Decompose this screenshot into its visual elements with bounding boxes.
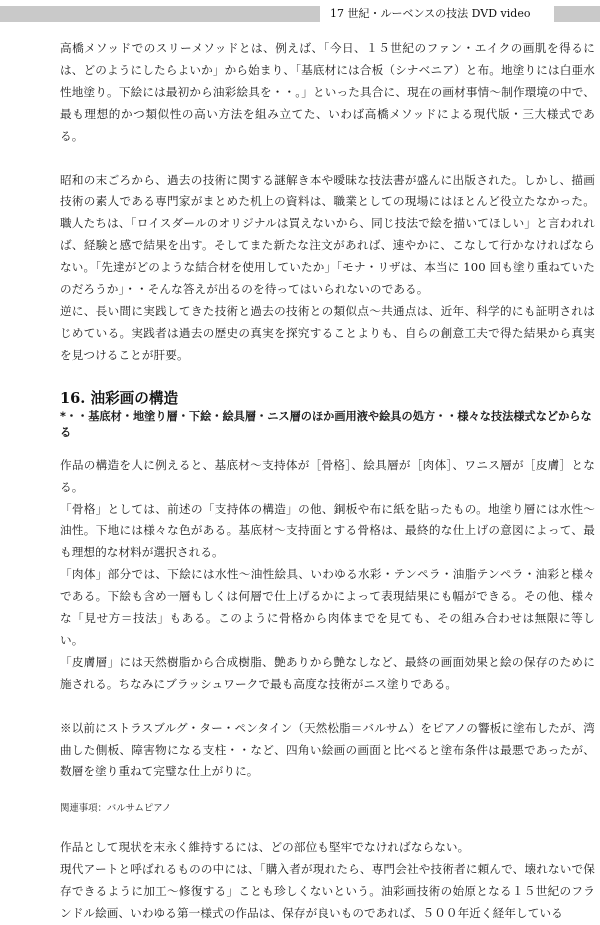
section-three-methods	[60, 38, 595, 148]
section-gap	[60, 148, 595, 170]
header-bar-right	[554, 6, 600, 22]
paragraph: 作品の構造を人に例えると、基底材〜支持体が［骨格］、絵具層が［肉体］、ワニス層が［皮膚］となる。	[60, 457, 595, 494]
paragraph: 高橋メソッドでのスリーメソッドとは、例えば、「今日、１５世紀のファン・エイクの画肌を得るには、どのようにしたらよいか」から始まり、「基底材には合板（シナベニア）と布。地塗りには白亜水性地塗り。下絵には最初から油彩絵具を・・。」といった具合に、現在の画材事情〜制作環境の中で、最も理想的かつ類似性の高い方法を組み立てた、いわば高橋メソッドによる現代版・三大様式である。	[60, 41, 595, 143]
paragraph: 昭和の末ごろから、過去の技術に関する謎解き本や曖昧な技法書が盛んに出版された。しかし、描画技術の素人である専門家がまとめた机上の資料は、職業としての現場にはほとんど役立たなかった。職人たちは、「ロイスダールのオリジナルは買えないから、同じ技法で絵を描いてほしい」と言われれば、経験と感で結果を出す。そしてまた新たな注文があれば、速やかに、こなして行かなければならない。「先達がどのような結合材を使用していたか」「モナ・リザは、本当に 100 回も塗り重ねていたのだろうか」・・そんな答えが出るのを待ってはいられないのである。	[60, 172, 595, 297]
section-history	[60, 170, 595, 367]
section-gap	[60, 367, 595, 389]
section-preservation	[60, 837, 595, 925]
section-note	[60, 718, 595, 818]
paragraph: ※以前にストラスブルグ・ター・ペンタイン（天然松脂＝バルサム）をピアノの響板に塗布したが、湾曲した側板、障害物になる支柱・・など、四角い絵画の画面と比べると塗布条件は最悪であったが、数層を塗り重ねて完璧な仕上がりに。	[60, 720, 595, 779]
section-gap	[60, 441, 595, 455]
section-gap	[60, 696, 595, 718]
paragraph: 「骨格」としては、前述の「支持体の構造」の他、銅板や布に紙を貼ったもの。地塗り層には水性〜油性。下地には様々な色がある。基底材〜支持面とする骨格は、最終的な仕上げの意図によって、最も理想的な材料が選択される。	[60, 501, 595, 560]
section-subheading: *・・基底材・地塗り層・下絵・絵具層・ニス層のほか画用液や絵具の処方・・様々な技法様式などからなる	[60, 409, 592, 439]
paragraph: 「肉体」部分では、下絵には水性〜油性絵具、いわゆる水彩・テンペラ・油脂テンペラ・油彩と様々である。下絵も含め一層もしくは何層で仕上げるかによって表現結果にも幅ができる。その他、様々な「見せ方＝技法」もある。このように骨格から肉体までを見ても、その組み合わせは無限に等しい。	[60, 567, 595, 647]
related-topic: 関連事項：バルサムピアノ	[60, 803, 172, 815]
header-bar-left	[0, 6, 320, 22]
paragraph: 「皮膚層」には天然樹脂から合成樹脂、艶ありから艶なしなど、最終の画面効果と絵の保存のために施される。ちなみにブラッシュワークで最も高度な技術がニス塗りである。	[60, 654, 595, 691]
paragraph: 現代アートと呼ばれるものの中には、「購入者が現れたら、専門会社や技術者に頼んで、壊れないで保存できるように加工〜修復する」ことも珍しくないという。油彩画技術の始原となる１５世紀のフランドル絵画、いわゆる第一様式の作品は、保存が良いものであれば、５００年近く経年している	[60, 862, 595, 921]
section-gap	[60, 817, 595, 837]
section-oil-structure	[60, 389, 595, 696]
paragraph: 逆に、長い間に実践してきた技術と過去の技術との類似点〜共通点は、近年、科学的にも証明されはじめている。実践者は過去の歴史の真実を探究することよりも、自らの創意工夫で得た結果から真実を見つけることが肝要。	[60, 303, 595, 362]
section-gap	[60, 783, 595, 801]
page-content	[60, 38, 595, 925]
page-header-title: 17 世紀・ルーベンスの技法 DVD video	[330, 7, 531, 20]
paragraph: 作品として現状を末永く維持するには、どの部位も堅牢でなければならない。	[60, 840, 470, 855]
section-heading: 16. 油彩画の構造	[60, 389, 179, 407]
